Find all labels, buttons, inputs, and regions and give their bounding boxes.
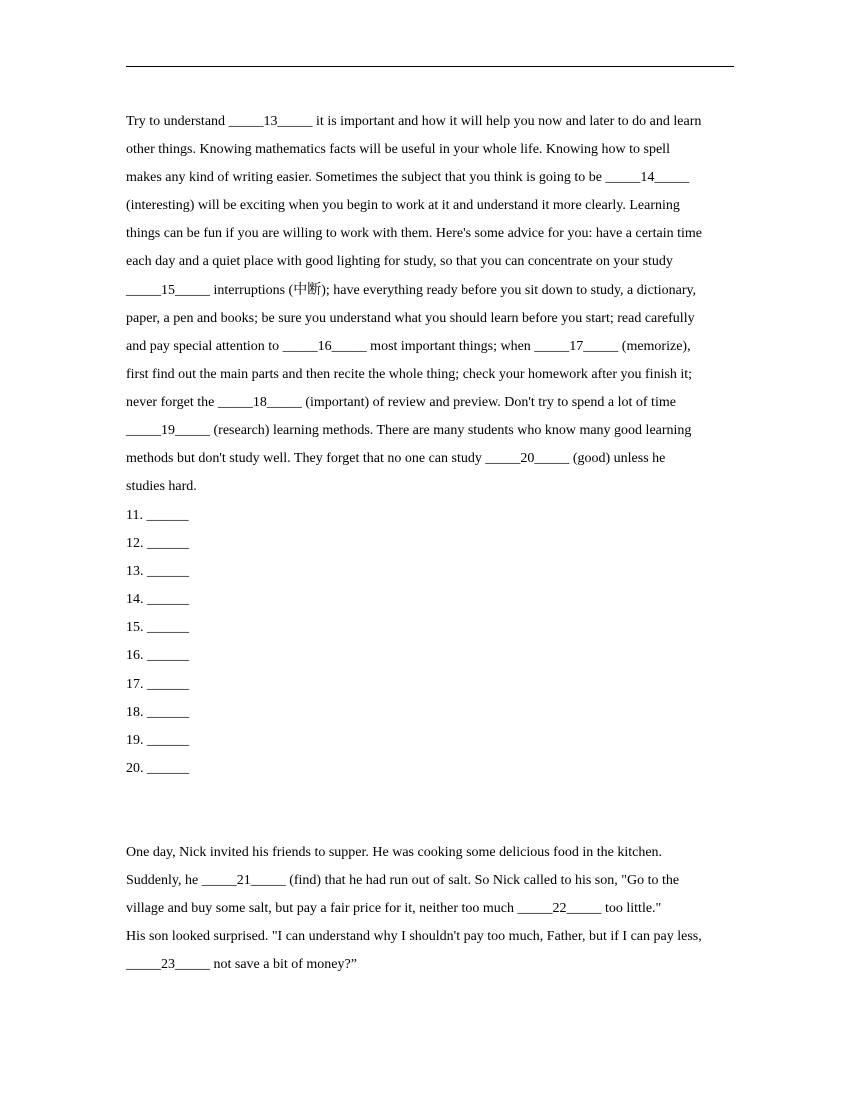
passage-line: _____23_____ not save a bit of money?” — [126, 957, 357, 973]
answer-blank: 20. ______ — [126, 760, 189, 776]
answer-blank: 17. ______ — [126, 676, 189, 692]
answer-blank: 13. ______ — [126, 564, 189, 580]
passage-line: _____15_____ interruptions (中断); have everything ready before you sit down to study, a dictionary, — [126, 282, 697, 298]
passage-line: His son looked surprised. "I can understand why I shouldn't pay too much, Father, but if I can pay less, — [126, 929, 702, 945]
passage-line: One day, Nick invited his friends to supper. He was cooking some delicious food in the kitchen. — [126, 845, 663, 860]
passage-line: each day and a quiet place with good lighting for study, so that you can concentrate on your study — [126, 254, 673, 270]
passage-line: paper, a pen and books; be sure you understand what you should learn before you start; read carefully — [126, 310, 695, 326]
passage-line: and pay special attention to _____16_____ most important things; when _____17_____ (memorize), — [126, 338, 691, 354]
passage-line: other things. Knowing mathematics facts will be useful in your whole life. Knowing how to spell — [126, 142, 670, 158]
header-rule — [126, 66, 734, 67]
passage-line: Suddenly, he _____21_____ (find) that he had run out of salt. So Nick called to his son, "Go to the — [126, 873, 680, 889]
passage-line: Try to understand _____13_____ it is important and how it will help you now and later to do and learn — [126, 114, 702, 129]
answer-blank: 12. ______ — [126, 536, 189, 552]
passage-line: _____19_____ (research) learning methods. There are many students who know many good learning — [126, 423, 692, 439]
passage-2 — [126, 839, 738, 979]
answer-list — [126, 502, 189, 783]
passage-line: things can be fun if you are willing to work with them. Here's some advice for you: have a certain time — [126, 226, 702, 242]
passage-line: makes any kind of writing easier. Sometimes the subject that you think is going to be _____14_____ — [126, 170, 690, 186]
answer-blank: 15. ______ — [126, 620, 189, 636]
answer-blank: 19. ______ — [126, 732, 189, 748]
answer-blank: 14. ______ — [126, 592, 189, 608]
passage-line: (interesting) will be exciting when you begin to work at it and understand it more clearly. Learning — [126, 198, 680, 214]
passage-line: village and buy some salt, but pay a fair price for it, neither too much _____22_____ too little." — [126, 901, 662, 917]
passage-line: never forget the _____18_____ (important) of review and preview. Don't try to spend a lot of time — [126, 394, 676, 410]
answer-blank: 18. ______ — [126, 704, 189, 720]
passage-line: studies hard. — [126, 479, 197, 495]
answer-blank: 11. ______ — [126, 508, 189, 523]
answer-blank: 16. ______ — [126, 648, 189, 664]
passage-line: first find out the main parts and then recite the whole thing; check your homework after you finish it; — [126, 366, 693, 382]
passage-line: methods but don't study well. They forget that no one can study _____20_____ (good) unless he — [126, 451, 666, 467]
passage-1 — [126, 108, 738, 501]
